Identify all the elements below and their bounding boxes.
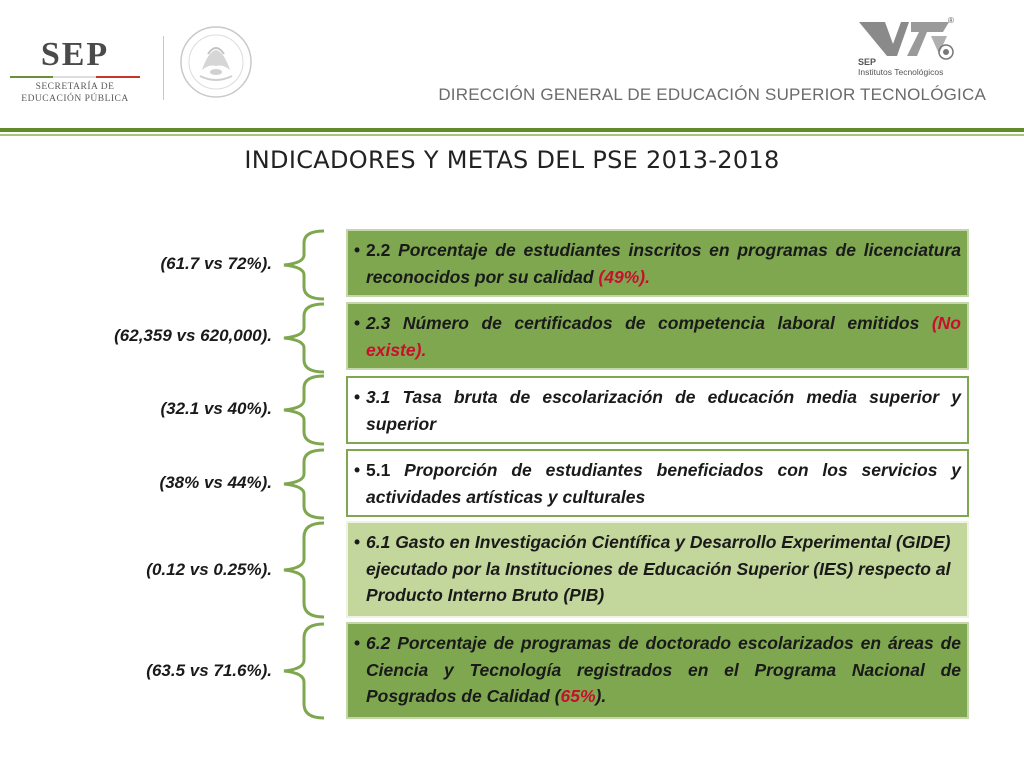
indicator-text: Número de certificados de competencia laboral emitidos — [390, 313, 932, 333]
indicator-number: 3.1 — [366, 387, 391, 407]
bullet-icon: • — [354, 460, 361, 480]
indicator-highlight: (49%). — [598, 266, 650, 287]
brace-icon — [280, 448, 328, 520]
national-seal-icon — [178, 24, 254, 100]
sep-logo-word: SEP — [40, 36, 110, 73]
indicator-box — [346, 302, 969, 370]
indicator-value: (63.5 vs 71.6%). — [146, 661, 272, 680]
brace-icon — [280, 622, 328, 720]
indicator-number: 6.2 — [366, 633, 391, 653]
indicator-number: 2.2 — [366, 240, 391, 260]
indicator-value: (38% vs 44%). — [159, 473, 272, 492]
indicator-value: (62,359 vs 620,000). — [114, 326, 272, 345]
indicator-box — [346, 622, 969, 719]
indicator-number: 5.1 — [366, 460, 391, 480]
it-name: Institutos Tecnológicos — [858, 67, 944, 77]
indicator-box — [346, 229, 969, 297]
brace-icon — [280, 302, 328, 374]
indicator-box — [346, 449, 969, 517]
dgest-heading: DIRECCIÓN GENERAL DE EDUCACIÓN SUPERIOR TECNOLÓGICA — [438, 85, 986, 104]
indicator-value: (32.1 vs 40%). — [160, 399, 272, 418]
bullet-icon: • — [354, 633, 361, 653]
indicator-value: (61.7 vs 72%). — [160, 254, 272, 273]
header-divider — [163, 36, 164, 100]
bullet-icon: • — [354, 313, 361, 333]
brace-icon — [280, 521, 328, 619]
bullet-icon: • — [354, 532, 361, 552]
it-brand: SEP — [858, 57, 877, 67]
indicator-value: (0.12 vs 0.25%). — [146, 560, 272, 579]
indicator-text: Proporción de estudiantes beneficiados con los servicios y actividades artísticas y culturales — [366, 460, 961, 507]
bullet-icon: • — [354, 387, 361, 407]
indicator-highlight: (No existe). — [366, 313, 961, 360]
indicator-tail: ). — [595, 686, 607, 706]
indicator-text: Porcentaje de programas de doctorado escolarizados en áreas de Ciencia y Tecnología registrados en el Programa Nacional de Posgrados de Calidad ( — [366, 633, 961, 706]
sep-logo-stripe — [10, 76, 140, 78]
it-registered-mark: ® — [948, 16, 954, 25]
indicator-text: Porcentaje de estudiantes inscritos en programas de licenciatura reconocidos por su calidad — [366, 240, 961, 287]
indicator-highlight: 65% — [560, 686, 596, 706]
it-logo-caption — [858, 57, 943, 77]
bullet-icon: • — [354, 240, 361, 260]
brace-icon — [280, 374, 328, 446]
indicator-text: Gasto en Investigación Científica y Desarrollo Experimental (GIDE) ejecutado por la Instituciones de Educación Superior (IES) respecto al Producto Interno Bruto (PIB) — [366, 532, 951, 605]
sep-logo-line2: EDUCACIÓN PÚBLICA — [21, 94, 129, 104]
sep-logo-line1: SECRETARÍA DE — [35, 82, 115, 92]
header-rule-thin — [0, 134, 1024, 136]
sep-logo — [10, 38, 140, 105]
indicator-number: 6.1 — [366, 532, 391, 552]
indicator-box — [346, 521, 969, 618]
indicator-text: Tasa bruta de escolarización de educación media superior y superior — [366, 387, 961, 434]
indicator-box — [346, 376, 969, 444]
slide-title: INDICADORES Y METAS DEL PSE 2013-2018 — [244, 146, 780, 174]
brace-icon — [280, 229, 328, 301]
indicator-number: 2.3 — [366, 313, 391, 333]
header-rule-thick — [0, 128, 1024, 132]
